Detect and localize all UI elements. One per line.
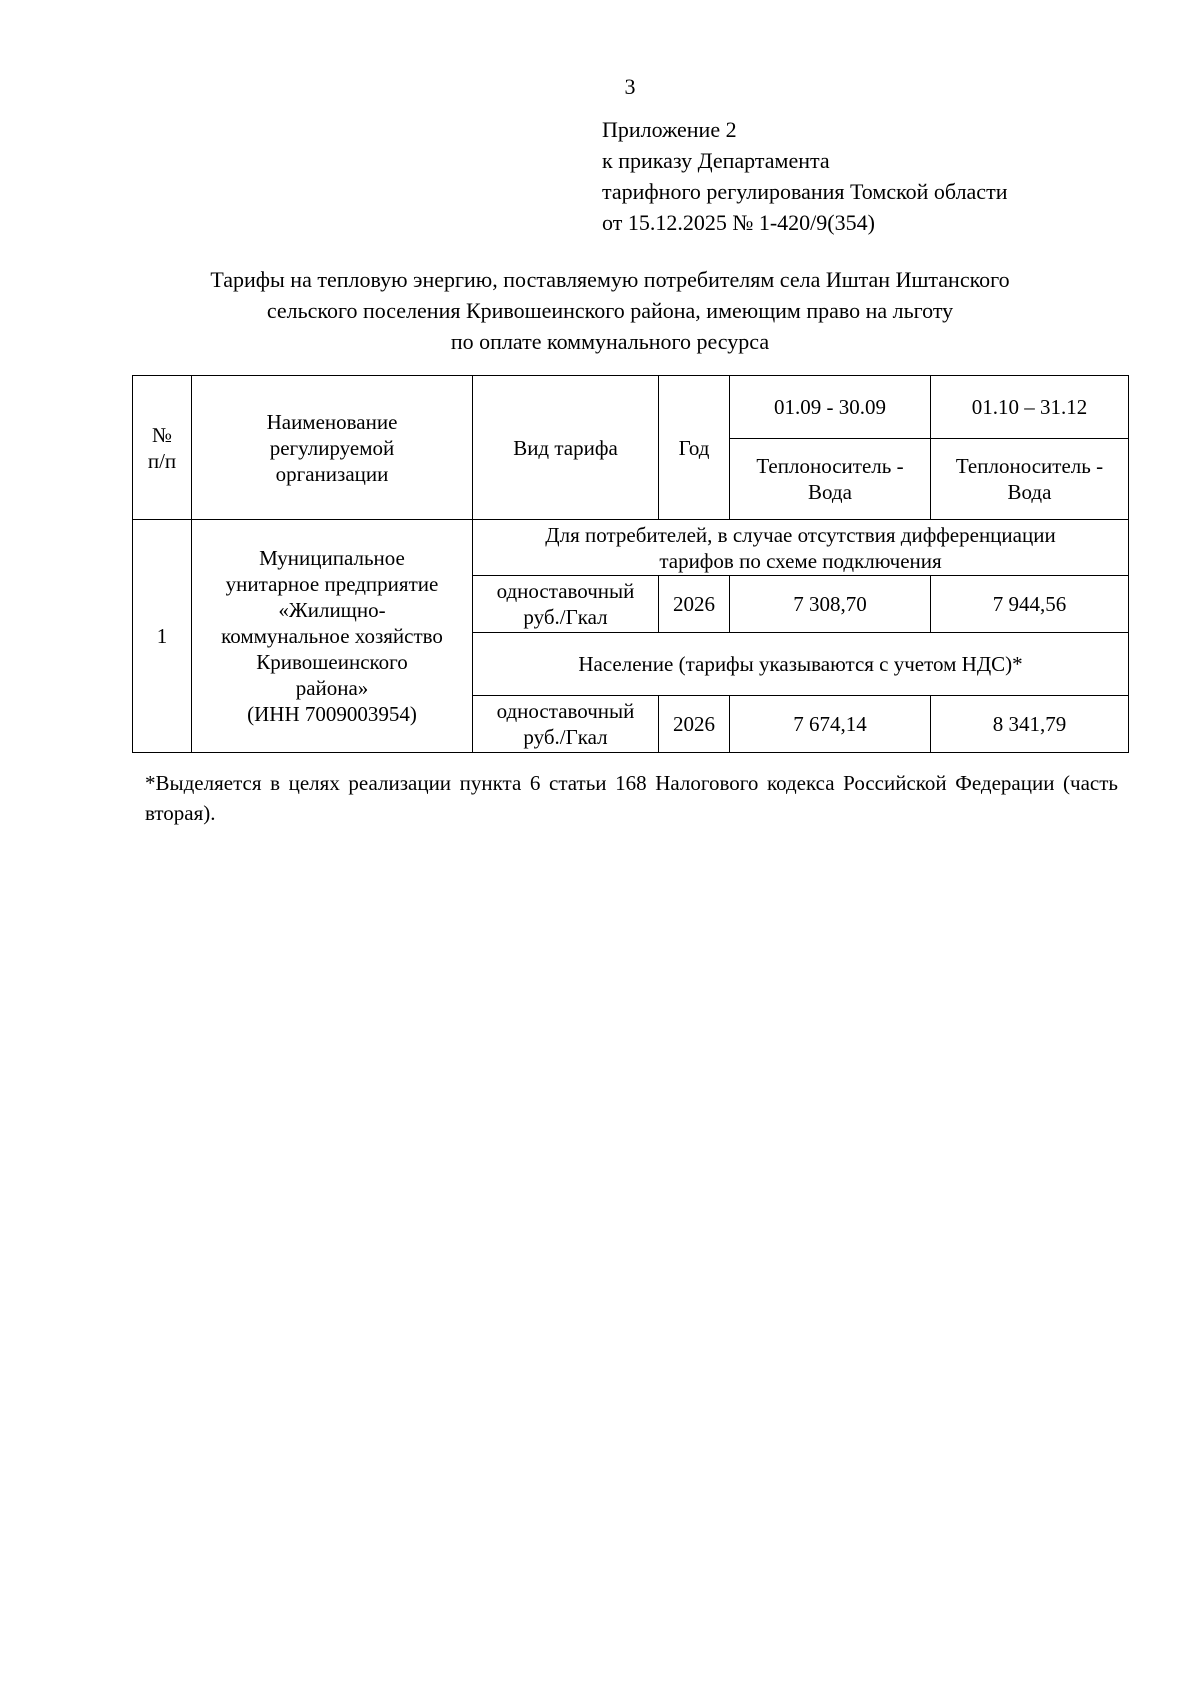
year-cell: 2026 <box>659 576 730 633</box>
header-year: Год <box>659 376 730 520</box>
appendix-block <box>602 114 1122 238</box>
header-carrier-2: Теплоноситель - Вода <box>931 439 1129 520</box>
tariff-table <box>132 375 1129 753</box>
tariff-type-cell: одноставочный руб./Гкал <box>473 696 659 753</box>
appendix-line: Приложение 2 <box>602 117 737 142</box>
document-title <box>120 264 1100 357</box>
appendix-line: к приказу Департамента <box>602 148 830 173</box>
title-line: Тарифы на тепловую энергию, поставляемую потребителям села Иштан Иштанского <box>210 267 1010 292</box>
value-cell: 7 674,14 <box>730 696 931 753</box>
group-label: Население (тарифы указываются с учетом НДС)* <box>473 633 1129 696</box>
header-carrier-1: Теплоноситель - Вода <box>730 439 931 520</box>
footnote: *Выделяется в целях реализации пункта 6 статьи 168 Налогового кодекса Российской Федерации (часть вторая). <box>145 771 1118 825</box>
header-period-1: 01.09 - 30.09 <box>730 376 931 439</box>
header-organization: Наименование регулируемой организации <box>192 376 473 520</box>
header-row <box>133 376 1129 439</box>
appendix-line: тарифного регулирования Томской области <box>602 179 1008 204</box>
title-line: по оплате коммунального ресурса <box>450 329 770 354</box>
value-cell: 7 308,70 <box>730 576 931 633</box>
year-cell: 2026 <box>659 696 730 753</box>
table-row <box>133 520 1129 576</box>
page-number: 3 <box>624 74 636 99</box>
organization-name: Муниципальное унитарное предприятие «Жилищно- коммунальное хозяйство Кривошеинского района» (ИНН 7009003954) <box>192 520 473 753</box>
value-cell: 8 341,79 <box>931 696 1129 753</box>
header-tariff-type: Вид тарифа <box>473 376 659 520</box>
title-line: сельского поселения Кривошеинского района, имеющим право на льготу <box>266 298 954 323</box>
tariff-type-cell: одноставочный руб./Гкал <box>473 576 659 633</box>
appendix-line: от 15.12.2025 № 1-420/9(354) <box>602 210 875 235</box>
group-label: Для потребителей, в случае отсутствия дифференциации тарифов по схеме подключения <box>473 520 1129 576</box>
row-number: 1 <box>133 520 192 753</box>
header-period-2: 01.10 – 31.12 <box>931 376 1129 439</box>
header-number: № п/п <box>133 376 192 520</box>
value-cell: 7 944,56 <box>931 576 1129 633</box>
